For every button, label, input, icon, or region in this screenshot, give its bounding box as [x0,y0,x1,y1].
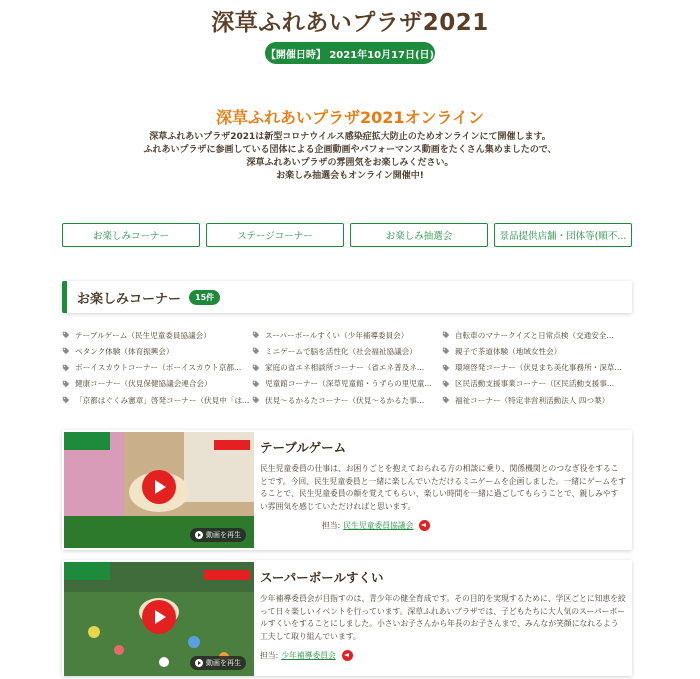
tab-lottery[interactable]: お楽しみ抽選会 [350,223,488,247]
owner-link[interactable]: 民生児童委員協議会 [343,521,414,530]
tag-row [62,360,632,376]
tag-icon [252,380,260,388]
tag-link[interactable] [252,327,442,343]
tag-link[interactable] [252,376,442,392]
tag-link[interactable] [252,343,442,359]
tag-label: 児童館コーナー（深草児童館・うずらの里児童... [265,379,432,389]
tag-icon [442,380,450,388]
tag-label: 「京都はぐくみ憲章」啓発コーナー（伏見中「は... [75,395,250,405]
tag-icon [252,364,260,372]
arrow-left-icon[interactable] [419,520,430,531]
tag-label: スーパーボールすくい（少年補導委員会） [265,330,409,340]
owner-link[interactable]: 少年補導委員会 [281,651,336,660]
replay-label: 動画を再生 [206,531,241,539]
count-badge: 15件 [189,290,220,305]
tag-label: 自転車のマナークイズと日常点検（交通安全... [455,330,614,340]
tab-otanoshimi[interactable]: お楽しみコーナー [62,223,200,247]
tag-link[interactable] [442,392,632,408]
replay-icon [195,659,203,667]
intro-line: 深草ふれあいプラザ2021は新型コロナウイルス感染症拡大防止のためオンラインにて開催します。 [149,132,551,142]
tab-stage[interactable]: ステージコーナー [206,223,344,247]
tag-icon [62,396,70,404]
tag-link[interactable] [442,360,632,376]
page-title: 深草ふれあいプラザ2021 [211,10,489,36]
tag-label: ペタンク体験（体育振興会） [75,346,174,356]
replay-button[interactable] [190,528,246,542]
video-thumbnail[interactable] [64,562,254,676]
card-super-ball [62,560,632,676]
tag-icon [252,347,260,355]
tag-icon [442,396,450,404]
card-description: 民生児童委員の仕事は、お困りごとを抱えておられる方の相談に乗り、関係機関とのつなぎ役をすることです。今回、民生児童委員と一緒に楽しんでいただけるミニゲームを企画しました。一緒にゲームをすることで、民生児童委員の顔を覚えてもらい、楽しい時間を一緒に過ごしてもらうことで、親しみやすい雰囲気を感じていただければと思います。 [260,464,626,511]
tag-icon [62,347,70,355]
section-title: お楽しみコーナー [77,291,182,307]
tag-icon [62,331,70,339]
card-body [260,568,626,643]
tag-label: 親子で茶道体験（地域女性会） [455,346,562,356]
tag-list [62,327,632,408]
card-table-game [62,430,632,550]
replay-label: 動画を再生 [206,659,241,667]
tag-link[interactable] [252,360,442,376]
tag-icon [442,331,450,339]
owner [322,520,430,531]
owner [260,650,353,661]
video-thumbnail[interactable] [64,432,254,548]
owner-label: 担当: [260,651,279,660]
tag-label: 健康コーナー（伏見保健協議会連合会） [75,379,212,389]
intro-line: ふれあいプラザに参画している団体による企画動画やパフォーマンス動画をたくさん集めましたので、 [143,145,557,155]
card-description: 少年補導委員会が目指すのは、青少年の健全育成です。その目的を実現するために、学区ごとに知恵を絞って日々楽しいイベントを行っています。深草ふれあいプラザでは、子どもたちに大人気のスーパーボールすくいをすることにしました。小さいお子さんから年長のお子さんまで、みんなが笑顔になれるよう工夫して取り組んでいます。 [260,594,626,641]
arrow-left-icon[interactable] [342,650,353,661]
tag-icon [252,396,260,404]
replay-icon [195,531,203,539]
play-icon[interactable] [142,600,176,634]
tag-row [62,392,632,408]
section-accent [62,281,67,313]
card-body [260,438,626,513]
section-header [62,281,632,313]
intro-line: 深草ふれあいプラザの雰囲気をお楽しみください。 [246,158,454,168]
tag-label: ミニゲームで脳を活性化（社会福祉協議会） [265,346,417,356]
tag-label: 環境啓発コーナー（伏見まち美化事務所・深草... [455,363,622,373]
tag-link[interactable] [442,376,632,392]
tag-label: 福祉コーナー（特定非営利活動法人 四つ葉） [455,395,610,405]
tag-link[interactable] [252,392,442,408]
intro-text [0,131,700,183]
corner-tabs [62,223,632,247]
tag-icon [62,380,70,388]
intro-line: お楽しみ抽選会もオンライン開催中! [276,171,424,181]
tag-link[interactable] [62,360,252,376]
play-icon[interactable] [142,470,176,504]
online-title: 深草ふれあいプラザ2021オンライン [215,108,485,127]
tag-link[interactable] [442,343,632,359]
replay-button[interactable] [190,656,246,670]
tag-link[interactable] [62,392,252,408]
tag-link[interactable] [62,327,252,343]
tag-icon [62,364,70,372]
tag-icon [442,347,450,355]
tag-label: 家庭の省エネ相談所コーナー（省エネ普及ネ... [265,363,425,373]
card-title: テーブルゲーム [260,440,347,455]
date-badge: 【開催日時】 2021年10月17日(日) [265,42,435,64]
card-title: スーパーボールすくい [260,570,384,585]
tag-icon [252,331,260,339]
tag-link[interactable] [62,343,252,359]
tag-row [62,376,632,392]
tag-label: 伏見～るかるたコーナー（伏見～るかるた事... [265,395,425,405]
tag-label: 区民活動支援事業コーナー（区民活動支援事... [455,379,615,389]
owner-label: 担当: [322,521,341,530]
tab-sponsors[interactable]: 景品提供店舗・団体等(順不... [494,223,632,247]
tag-label: ボーイスカウトコーナー（ボーイスカウト京都... [75,363,242,373]
tag-link[interactable] [62,376,252,392]
tag-link[interactable] [442,327,632,343]
tag-icon [442,364,450,372]
tag-row [62,343,632,359]
tag-row [62,327,632,343]
tag-label: テーブルゲーム（民生児童委員協議会） [75,330,211,340]
